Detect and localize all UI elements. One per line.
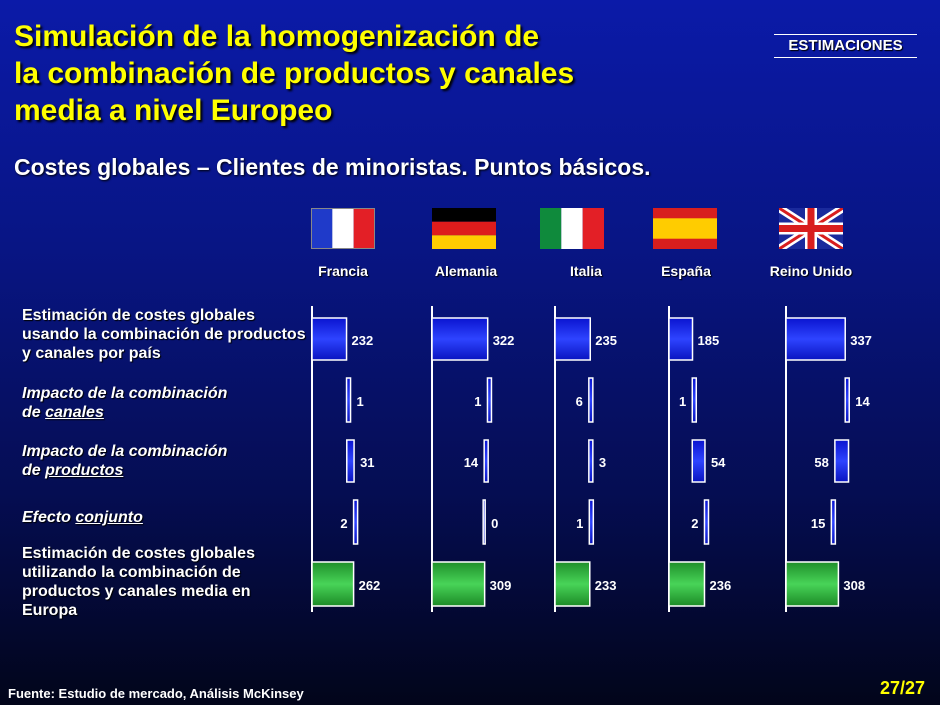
bar-italia-step-1 (555, 318, 590, 360)
bar-espana-step-4 (704, 500, 708, 544)
bar-reino-unido-step-5 (786, 562, 838, 606)
bar-francia-step-2 (347, 378, 351, 422)
country-label-alemania: Alemania (434, 263, 498, 279)
country-label-francia: Francia (318, 263, 368, 279)
country-label-reino-unido: Reino Unido (769, 263, 853, 279)
value-label-italia-step-2: 6 (575, 394, 583, 409)
value-label-italia-step-4: 1 (576, 516, 584, 531)
row-label-channel-word: canales (45, 404, 104, 421)
page-number: 27/27 (880, 678, 926, 698)
value-label-italia-step-1: 235 (595, 333, 617, 348)
value-label-espana-step-3: 54 (710, 455, 726, 470)
title-line-3: media a nivel Europeo (14, 94, 333, 127)
bar-alemania-step-5 (432, 562, 485, 606)
bar-alemania-step-2 (487, 378, 491, 422)
slide-subtitle: Costes globales – Clientes de minoristas. Puntos básicos. (14, 154, 651, 180)
value-label-espana-step-5: 236 (709, 578, 732, 593)
row-label-product-de: de (22, 462, 41, 479)
bar-reino-unido-step-2 (845, 378, 849, 422)
value-label-francia-step-1: 232 (351, 333, 374, 348)
bar-reino-unido-step-1 (786, 318, 845, 360)
row-label-estimate-country: Estimación de costes globales usando la combinación de productos y canales por país (22, 307, 306, 362)
value-label-francia-step-2: 1 (356, 394, 364, 409)
value-label-francia-step-3: 31 (360, 455, 375, 470)
bar-espana-step-5 (669, 562, 704, 606)
bar-alemania-step-4 (483, 500, 485, 544)
bar-reino-unido-step-3 (835, 440, 849, 482)
bar-alemania-step-1 (432, 318, 488, 360)
value-label-reino-unido-step-2: 14 (855, 394, 870, 409)
bar-francia-step-1 (312, 318, 347, 360)
title-line-2: la combinación de productos y canales (14, 57, 575, 90)
row-label-joint-word: conjunto (75, 509, 143, 526)
estimates-tag: ESTIMACIONES (774, 34, 917, 58)
bar-italia-step-2 (589, 378, 593, 422)
row-label-channel-de: de (22, 404, 41, 421)
value-label-espana-step-2: 1 (679, 394, 687, 409)
value-label-alemania-step-4: 0 (491, 516, 499, 531)
bar-francia-step-4 (354, 500, 358, 544)
country-label-italia: Italia (570, 263, 602, 279)
row-label-channel-prefix: Impacto de la combinación (22, 385, 228, 402)
row-label-estimate-europe: Estimación de costes globales utilizando la combinación de productos y canales media en Europa (22, 545, 255, 619)
bar-reino-unido-step-4 (831, 500, 835, 544)
value-label-alemania-step-3: 14 (463, 455, 479, 470)
bar-alemania-step-3 (484, 440, 488, 482)
bar-francia-step-3 (347, 440, 354, 482)
row-label-product-word: productos (45, 462, 124, 479)
value-label-alemania-step-5: 309 (489, 578, 512, 593)
bar-espana-step-3 (692, 440, 705, 482)
value-label-reino-unido-step-3: 58 (814, 455, 829, 470)
value-label-espana-step-4: 2 (691, 516, 699, 531)
value-label-italia-step-5: 233 (594, 578, 617, 593)
value-label-reino-unido-step-5: 308 (843, 578, 866, 593)
source-note: Fuente: Estudio de mercado, Análisis McKinsey (8, 686, 304, 701)
value-label-francia-step-5: 262 (358, 578, 381, 593)
value-label-francia-step-4: 2 (340, 516, 348, 531)
bar-italia-step-4 (589, 500, 593, 544)
value-label-italia-step-3: 3 (598, 455, 607, 470)
bar-francia-step-5 (312, 562, 354, 606)
bar-italia-step-3 (589, 440, 593, 482)
title-line-1: Simulación de la homogenización de (14, 20, 540, 53)
value-label-alemania-step-2: 1 (474, 394, 482, 409)
value-label-reino-unido-step-1: 337 (850, 333, 872, 348)
bar-espana-step-2 (692, 378, 696, 422)
bar-espana-step-1 (669, 318, 693, 360)
value-label-reino-unido-step-4: 15 (810, 516, 826, 531)
country-label-espana: España (661, 263, 711, 279)
value-label-espana-step-1: 185 (697, 333, 720, 348)
row-label-product-prefix: Impacto de la combinación (22, 443, 228, 460)
bar-italia-step-5 (555, 562, 590, 606)
row-label-joint-prefix: Efecto (22, 509, 71, 526)
value-label-alemania-step-1: 322 (492, 333, 515, 348)
